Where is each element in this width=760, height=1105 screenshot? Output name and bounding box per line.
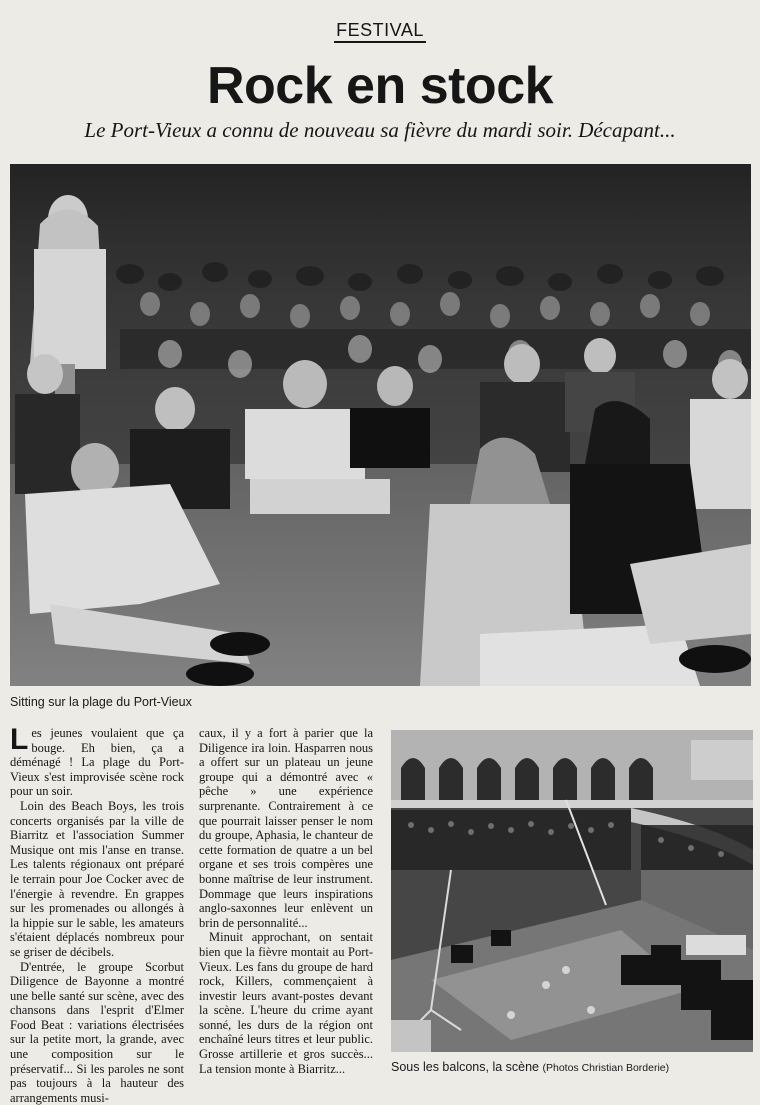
balcony-photo-caption: [391, 1060, 669, 1074]
dropcap: L: [10, 727, 28, 753]
balcony-stage-photo: [391, 730, 753, 1052]
article-paragraph: Minuit approchant, on sentait bien que la fièvre montait au Port-Vieux. Les fans du groupe de hard rock, Killers, commençaient à investir leurs avant-postes devant la scène. L'heure du crime ayant sonné, les durs de la région ont enchaîné leurs titres et leur public. Grosse artillerie et gros succès... La tension monte à Biarritz...: [199, 930, 373, 1076]
article-paragraph: D'entrée, le groupe Scorbut Diligence de Bayonne a montré une belle santé sur scène, avec des chansons dans l'esprit d'Elmer Food Beat : variations électrisées sur la petite mort, la grande, avec une composition sur le préservatif... Si les paroles ne sont pas toujours à la hauteur des arrangements musi-: [10, 960, 184, 1105]
balcony-caption-text: Sous les balcons, la scène: [391, 1060, 539, 1074]
section-label: FESTIVAL: [0, 20, 760, 41]
article-column-2: [199, 726, 373, 1076]
photo-credit: (Photos Christian Borderie): [543, 1062, 670, 1074]
subheadline: Le Port-Vieux a connu de nouveau sa fièvre du mardi soir. Décapant...: [0, 118, 760, 143]
article-paragraph: Loin des Beach Boys, les trois concerts organisés par la ville de Biarritz et l'association Summer Musique ont mis l'anse en transe. Les talents régionaux ont préparé le terrain pour Joe Cocker avec de l'énergie à revendre. En grappes sur les promenades ou allongés à la hippie sur le sable, les amateurs s'étaient déplacés nombreux pour se griser de décibels.: [10, 799, 184, 960]
main-photo-caption: Sitting sur la plage du Port-Vieux: [10, 695, 192, 709]
headline: Rock en stock: [0, 54, 760, 118]
crowd-photo: [10, 164, 751, 686]
article-paragraph: caux, il y a fort à parier que la Diligence ira loin. Hasparren nous a offert sur un plateau un jeune groupe qui a démontré avec « pêche » une expérience surprenante. Contrairement à ce que pourrait laisser penser le nom du groupe, Aphasia, le chanteur de cette formation de quatre a un bel organe et ses trois compères une bonne maîtrise de leur instrument. Dommage que leurs inspirations anglo-saxonnes leur enlèvent un brin de personnalité...: [199, 726, 373, 930]
article-column-1: [10, 726, 184, 1105]
article-paragraph: Les jeunes voulaient que ça bouge. Eh bien, ça a déménagé ! La plage du Port-Vieux s'est improvisée scène rock pour un soir.: [10, 726, 184, 799]
